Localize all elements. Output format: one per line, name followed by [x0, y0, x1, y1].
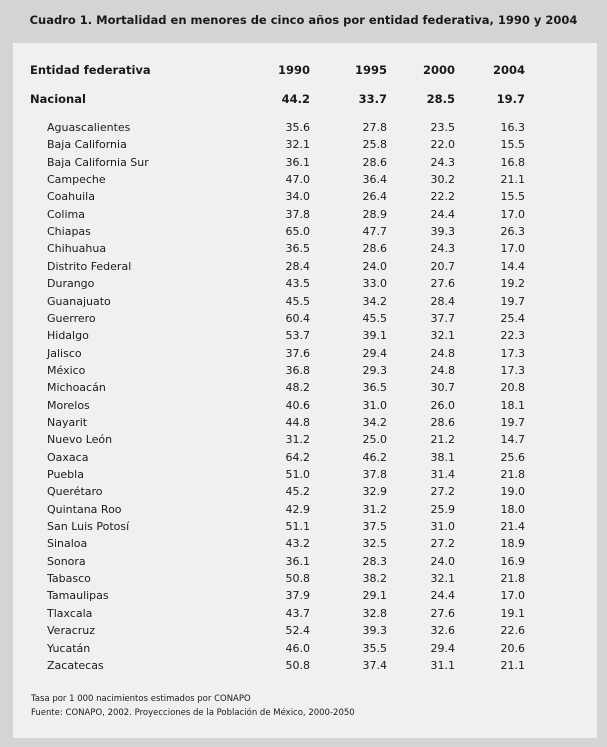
cell-value: 24.8	[430, 363, 455, 377]
note-source: Fuente: CONAPO, 2002. Proyecciones de la Población de México, 2000-2050	[31, 708, 355, 718]
header-entity: Entidad federativa	[30, 63, 151, 77]
state-name: Distrito Federal	[47, 259, 132, 273]
table-panel	[13, 43, 597, 738]
table-row	[13, 431, 597, 448]
cell-value: 19.7	[500, 415, 525, 429]
state-name: Nuevo León	[47, 433, 113, 447]
cell-value: 17.0	[500, 207, 525, 221]
table-row	[13, 414, 597, 431]
cell-value: 28.9	[362, 207, 387, 221]
national-name: Nacional	[30, 92, 86, 106]
cell-value: 36.1	[285, 155, 310, 169]
cell-value: 65.0	[285, 225, 310, 239]
cell-value: 48.2	[285, 381, 310, 395]
cell-value: 37.5	[362, 520, 387, 534]
cell-value: 31.4	[430, 468, 455, 481]
cell-value: 25.8	[362, 138, 387, 152]
cell-value: 36.1	[285, 554, 310, 568]
state-name: Yucatán	[47, 641, 91, 655]
cell-value: 23.5	[430, 121, 455, 134]
cell-value: 25.0	[362, 433, 387, 447]
table-row	[13, 258, 597, 275]
cell-value: 19.2	[500, 277, 525, 291]
cell-value: 31.1	[430, 658, 455, 672]
cell-value: 36.4	[362, 173, 387, 187]
cell-value: 34.2	[362, 294, 387, 308]
state-name: Durango	[47, 277, 95, 291]
cell-value: 15.5	[500, 190, 525, 204]
state-name: Jalisco	[47, 346, 82, 360]
state-name: México	[47, 363, 86, 377]
cell-value: 43.2	[285, 537, 310, 551]
cell-value: 45.5	[362, 311, 387, 325]
cell-value: 27.8	[362, 121, 387, 134]
cell-value: 16.3	[500, 121, 525, 134]
national-1995: 33.7	[358, 92, 387, 106]
cell-value: 32.5	[362, 537, 387, 551]
cell-value: 45.5	[285, 294, 310, 308]
state-name: Coahuila	[47, 190, 95, 204]
cell-value: 21.4	[500, 520, 525, 534]
cell-value: 33.0	[362, 277, 387, 291]
cell-value: 15.5	[500, 138, 525, 152]
cell-value: 51.1	[285, 520, 310, 534]
table-row	[13, 206, 597, 223]
cell-value: 34.0	[285, 190, 310, 204]
cell-value: 20.8	[500, 381, 525, 395]
cell-value: 52.4	[285, 624, 310, 638]
cell-value: 24.0	[430, 554, 455, 568]
cell-value: 43.5	[285, 277, 310, 291]
cell-value: 20.6	[500, 641, 525, 655]
cell-value: 18.0	[500, 502, 525, 516]
cell-value: 43.7	[285, 606, 310, 620]
cell-value: 32.1	[285, 138, 310, 152]
state-name: Chihuahua	[47, 242, 107, 256]
cell-value: 39.3	[430, 225, 455, 239]
national-2000: 28.5	[426, 92, 455, 106]
cell-value: 32.8	[362, 606, 387, 620]
cell-value: 39.1	[362, 329, 387, 343]
state-name: Michoacán	[47, 381, 106, 395]
state-name: Aguascalientes	[47, 121, 131, 134]
cell-value: 18.9	[500, 537, 525, 551]
cell-value: 14.4	[500, 259, 525, 273]
cell-value: 60.4	[285, 311, 310, 325]
table-row	[13, 501, 597, 518]
table-row	[13, 466, 597, 483]
cell-value: 24.3	[430, 242, 455, 256]
cell-value: 16.9	[500, 554, 525, 568]
table-row	[13, 397, 597, 414]
cell-value: 31.0	[362, 398, 387, 412]
cell-value: 29.1	[362, 589, 387, 603]
cell-value: 30.7	[430, 381, 455, 395]
cell-value: 25.6	[500, 450, 525, 464]
table-row	[13, 188, 597, 205]
state-name: Quintana Roo	[47, 502, 122, 516]
national-row	[13, 91, 597, 108]
cell-value: 18.1	[500, 398, 525, 412]
cell-value: 47.7	[362, 225, 387, 239]
state-name: Hidalgo	[47, 329, 89, 343]
cell-value: 51.0	[285, 468, 310, 481]
cell-value: 21.2	[430, 433, 455, 447]
table-row	[13, 657, 597, 674]
cell-value: 29.4	[430, 641, 455, 655]
table-row	[13, 379, 597, 396]
table-row	[13, 293, 597, 310]
cell-value: 21.1	[500, 658, 525, 672]
table-row	[13, 449, 597, 466]
table-row	[13, 310, 597, 327]
cell-value: 22.0	[430, 138, 455, 152]
cell-value: 37.8	[362, 468, 387, 481]
header-year-1990: 1990	[277, 63, 310, 77]
cell-value: 21.8	[500, 572, 525, 586]
table-header	[13, 62, 597, 79]
cell-value: 37.7	[430, 311, 455, 325]
table-row	[13, 605, 597, 622]
header-year-1995: 1995	[354, 63, 387, 77]
header-year-2004: 2004	[492, 63, 525, 77]
cell-value: 25.9	[430, 502, 455, 516]
cell-value: 39.3	[362, 624, 387, 638]
cell-value: 22.3	[500, 329, 525, 343]
cell-value: 29.3	[362, 363, 387, 377]
cell-value: 28.4	[430, 294, 455, 308]
cell-value: 29.4	[362, 346, 387, 360]
cell-value: 31.2	[362, 502, 387, 516]
header-year-2000: 2000	[422, 63, 455, 77]
state-name: Sonora	[47, 554, 86, 568]
table-title: Cuadro 1. Mortalidad en menores de cinco años por entidad federativa, 1990 y 2004	[29, 13, 578, 27]
state-name: Colima	[47, 207, 85, 221]
cell-value: 28.6	[362, 155, 387, 169]
cell-value: 46.0	[285, 641, 310, 655]
national-2004: 19.7	[496, 92, 525, 106]
cell-value: 35.6	[285, 121, 310, 134]
cell-value: 28.6	[430, 415, 455, 429]
cell-value: 40.6	[285, 398, 310, 412]
cell-value: 25.4	[500, 311, 525, 325]
cell-value: 17.3	[500, 363, 525, 377]
cell-value: 32.1	[430, 572, 455, 586]
national-1990: 44.2	[281, 92, 310, 106]
cell-value: 22.2	[430, 190, 455, 204]
state-name: Sinaloa	[47, 537, 88, 551]
cell-value: 38.1	[430, 450, 455, 464]
cell-value: 64.2	[285, 450, 310, 464]
table-row	[13, 362, 597, 379]
state-name: Tabasco	[47, 572, 91, 586]
cell-value: 50.8	[285, 572, 310, 586]
cell-value: 19.0	[500, 485, 525, 499]
table-row	[13, 483, 597, 500]
cell-value: 17.0	[500, 242, 525, 256]
table-row	[13, 154, 597, 171]
cell-value: 53.7	[285, 329, 310, 343]
cell-value: 19.1	[500, 606, 525, 620]
table-row	[13, 640, 597, 657]
cell-value: 42.9	[285, 502, 310, 516]
cell-value: 36.5	[285, 242, 310, 256]
cell-value: 44.8	[285, 415, 310, 429]
state-name: San Luis Potosí	[47, 520, 130, 534]
cell-value: 27.6	[430, 606, 455, 620]
cell-value: 31.0	[430, 520, 455, 534]
cell-value: 21.1	[500, 173, 525, 187]
table-row	[13, 171, 597, 188]
cell-value: 22.6	[500, 624, 525, 638]
table-row	[13, 587, 597, 604]
cell-value: 26.0	[430, 398, 455, 412]
cell-value: 37.6	[285, 346, 310, 360]
state-name: Campeche	[47, 173, 106, 187]
state-name: Nayarit	[47, 415, 88, 429]
cell-value: 24.4	[430, 589, 455, 603]
cell-value: 24.8	[430, 346, 455, 360]
state-name: Querétaro	[47, 485, 103, 499]
cell-value: 31.2	[285, 433, 310, 447]
table-row	[13, 553, 597, 570]
note-rate: Tasa por 1 000 nacimientos estimados por CONAPO	[31, 694, 251, 704]
cell-value: 26.4	[362, 190, 387, 204]
state-name: Puebla	[47, 468, 84, 481]
cell-value: 28.6	[362, 242, 387, 256]
state-name: Oaxaca	[47, 450, 89, 464]
state-name: Guanajuato	[47, 294, 111, 308]
table-row	[13, 136, 597, 153]
cell-value: 37.8	[285, 207, 310, 221]
cell-value: 32.9	[362, 485, 387, 499]
cell-value: 32.1	[430, 329, 455, 343]
table-row	[13, 518, 597, 535]
table-row	[13, 119, 597, 136]
cell-value: 17.3	[500, 346, 525, 360]
state-name: Tlaxcala	[47, 606, 93, 620]
table-row	[13, 622, 597, 639]
cell-value: 38.2	[362, 572, 387, 586]
cell-value: 21.8	[500, 468, 525, 481]
cell-value: 37.4	[362, 658, 387, 672]
cell-value: 28.3	[362, 554, 387, 568]
cell-value: 27.2	[430, 537, 455, 551]
cell-value: 35.5	[362, 641, 387, 655]
state-name: Morelos	[47, 398, 90, 412]
table-row	[13, 327, 597, 344]
cell-value: 17.0	[500, 589, 525, 603]
state-name: Zacatecas	[47, 658, 104, 672]
table-row	[13, 345, 597, 362]
cell-value: 30.2	[430, 173, 455, 187]
cell-value: 37.9	[285, 589, 310, 603]
cell-value: 19.7	[500, 294, 525, 308]
cell-value: 36.8	[285, 363, 310, 377]
cell-value: 24.3	[430, 155, 455, 169]
cell-value: 27.6	[430, 277, 455, 291]
table-row	[13, 223, 597, 240]
state-name: Baja California	[47, 138, 127, 152]
cell-value: 45.2	[285, 485, 310, 499]
state-name: Guerrero	[47, 311, 96, 325]
cell-value: 24.0	[362, 259, 387, 273]
cell-value: 27.2	[430, 485, 455, 499]
cell-value: 46.2	[362, 450, 387, 464]
state-name: Baja California Sur	[47, 155, 149, 169]
table-row	[13, 240, 597, 257]
cell-value: 16.8	[500, 155, 525, 169]
cell-value: 36.5	[362, 381, 387, 395]
cell-value: 32.6	[430, 624, 455, 638]
cell-value: 50.8	[285, 658, 310, 672]
table-row	[13, 535, 597, 552]
cell-value: 24.4	[430, 207, 455, 221]
table-row	[13, 275, 597, 292]
cell-value: 28.4	[285, 259, 310, 273]
table-row	[13, 570, 597, 587]
cell-value: 34.2	[362, 415, 387, 429]
state-name: Veracruz	[47, 624, 96, 638]
cell-value: 20.7	[430, 259, 455, 273]
cell-value: 26.3	[500, 225, 525, 239]
state-name: Chiapas	[47, 225, 91, 239]
cell-value: 47.0	[285, 173, 310, 187]
state-name: Tamaulipas	[47, 589, 109, 603]
cell-value: 14.7	[500, 433, 525, 447]
